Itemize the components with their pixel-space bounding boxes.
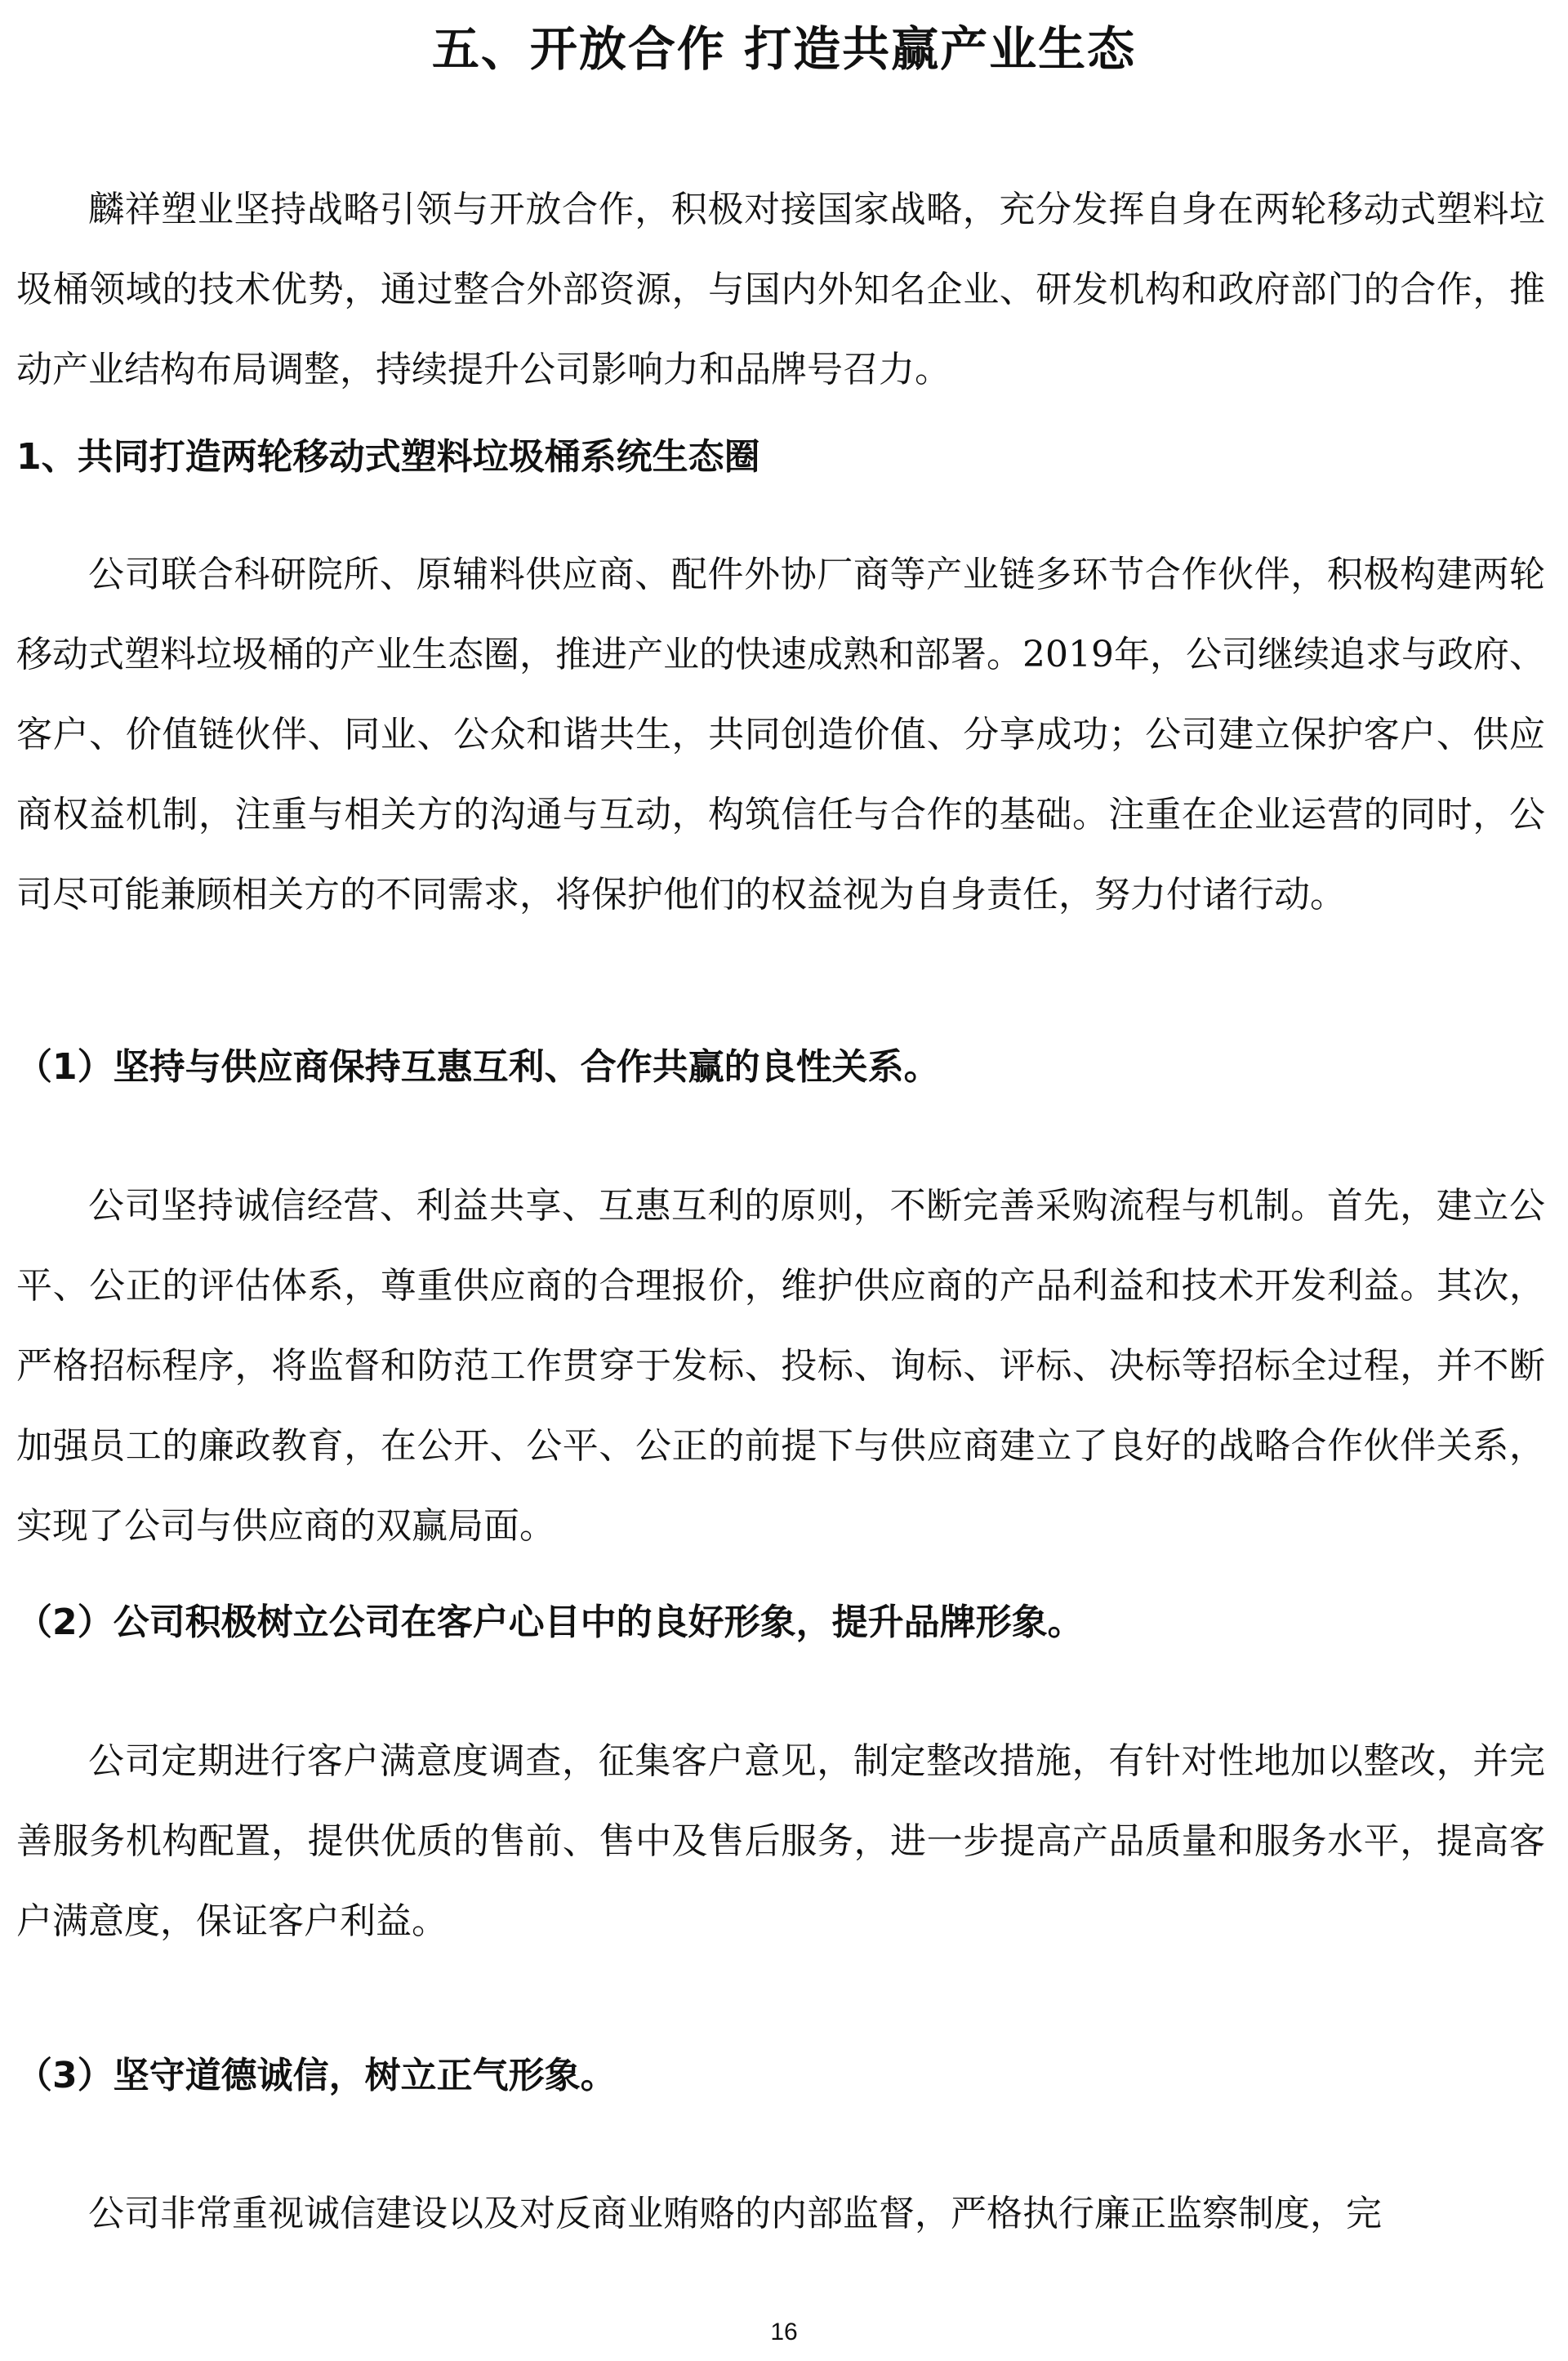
page-number: 16 (770, 2319, 798, 2345)
section-1-paragraph: 公司联合科研院所、原辅料供应商、配件外协厂商等产业链多环节合作伙伴，积极构建两轮移动式塑料垃圾桶的产业生态圈，推进产业的快速成熟和部署。2019年，公司继续追求与政府、客户、价值链伙伴、同业、公众和谐共生，共同创造价值、分享成功；公司建立保护客户、供应商权益机制，注重与相关方的沟通与互动，构筑信任与合作的基础。注重在企业运营的同时，公司尽可能兼顾相关方的不同需求，将保护他们的权益视为自身责任，努力付诸行动。 (16, 554, 1545, 915)
section-1-heading: 1、共同打造两轮移动式塑料垃圾桶系统生态圈 (16, 436, 760, 478)
subsection-3-paragraph: 公司非常重视诚信建设以及对反商业贿赂的内部监督，严格执行廉正监察制度，完 (88, 2193, 1382, 2234)
subsection-3-heading: （3）坚守道德诚信，树立正气形象。 (16, 2055, 617, 2096)
subsection-2-paragraph: 公司定期进行客户满意度调查，征集客户意见，制定整改措施，有针对性地加以整改，并完善服务机构配置，提供优质的售前、售中及售后服务，进一步提高产品质量和服务水平，提高客户满意度，保证客户利益。 (16, 1740, 1545, 1942)
subsection-1-paragraph: 公司坚持诚信经营、利益共享、互惠互利的原则，不断完善采购流程与机制。首先，建立公平、公正的评估体系，尊重供应商的合理报价，维护供应商的产品利益和技术开发利益。其次，严格招标程序，将监督和防范工作贯穿于发标、投标、询标、评标、决标等招标全过程，并不断加强员工的廉政教育，在公开、公平、公正的前提下与供应商建立了良好的战略合作伙伴关系，实现了公司与供应商的双赢局面。 (16, 1185, 1545, 1547)
intro-paragraph: 麟祥塑业坚持战略引领与开放合作，积极对接国家战略，充分发挥自身在两轮移动式塑料垃圾桶领域的技术优势，通过整合外部资源，与国内外知名企业、研发机构和政府部门的合作，推动产业结构布局调整，持续提升公司影响力和品牌号召力。 (16, 189, 1545, 390)
page-title: 五、开放合作 打造共赢产业生态 (431, 21, 1137, 77)
subsection-1-heading: （1）坚持与供应商保持互惠互利、合作共赢的良性关系。 (16, 1046, 940, 1088)
subsection-2-heading: （2）公司积极树立公司在客户心目中的良好形象，提升品牌形象。 (16, 1601, 1084, 1643)
